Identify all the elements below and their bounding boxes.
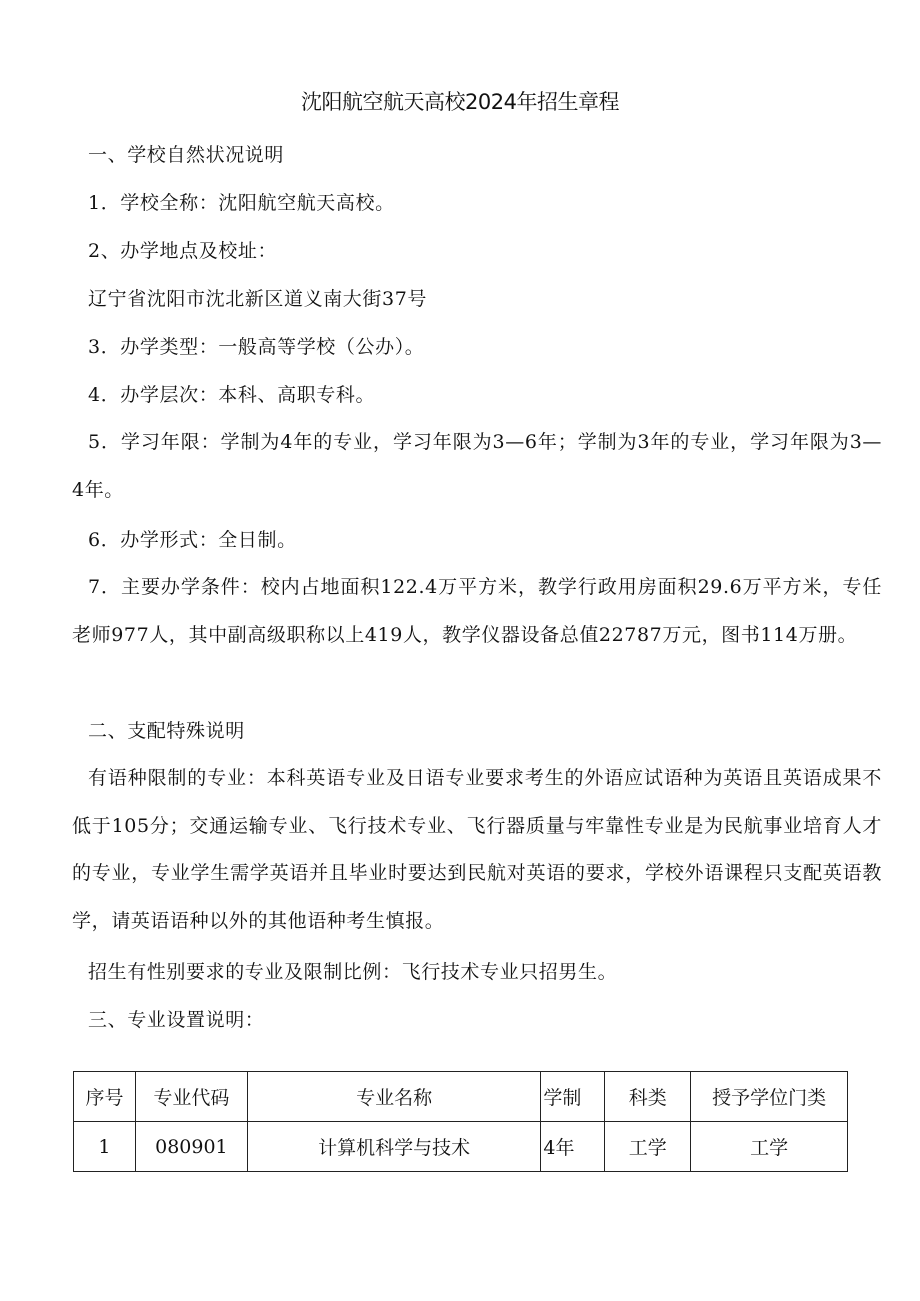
table-cell: 工学 <box>691 1122 848 1172</box>
item-school-conditions: 7．主要办学条件：校内占地面积122.4万平方米，教学行政用房面积29.6万平方米，专任老师977人，其中副高级职称以上419人，教学仪器设备总值22787万元，图书114万册。 <box>72 576 882 646</box>
table-row <box>74 1122 848 1172</box>
item-study-period: 5．学习年限：学制为4年的专业，学习年限为3—6年；学制为3年的专业，学习年限为3—4年。 <box>72 431 882 501</box>
header-cell: 专业代码 <box>135 1072 247 1122</box>
item-school-level: 4．办学层次：本科、高职专科。 <box>88 384 376 406</box>
item-location: 2、办学地点及校址： <box>88 240 278 262</box>
item-study-form: 6．办学形式：全日制。 <box>88 529 297 551</box>
table-cell: 080901 <box>135 1122 247 1172</box>
table-cell: 工学 <box>605 1122 691 1172</box>
header-cell: 授予学位门类 <box>691 1072 848 1122</box>
section-2-heading: 二、支配特殊说明 <box>88 720 245 742</box>
school-address: 辽宁省沈阳市沈北新区道义南大街37号 <box>88 288 427 310</box>
item-school-type: 3．办学类型：一般高等学校（公办）。 <box>88 336 425 358</box>
gender-requirement: 招生有性别要求的专业及限制比例：飞行技术专业只招男生。 <box>88 961 618 983</box>
majors-table <box>73 1071 848 1172</box>
header-cell: 学制 <box>541 1072 605 1122</box>
section-3-heading: 三、专业设置说明： <box>88 1009 265 1031</box>
section-1-heading: 一、学校自然状况说明 <box>88 144 285 166</box>
table-header-row <box>74 1072 848 1122</box>
item-school-name: 1．学校全称：沈阳航空航天高校。 <box>88 192 395 214</box>
table-cell: 4年 <box>541 1122 605 1172</box>
language-requirement: 有语种限制的专业：本科英语专业及日语专业要求考生的外语应试语种为英语且英语成果不低于105分；交通运输专业、飞行技术专业、飞行器质量与牢靠性专业是为民航事业培育人才的专业，专业学生需学英语并且毕业时要达到民航对英语的要求，学校外语课程只支配英语教学，请英语语种以外的其他语种考生慎报。 <box>72 767 882 933</box>
table-cell: 计算机科学与技术 <box>247 1122 541 1172</box>
header-cell: 序号 <box>74 1072 136 1122</box>
document-title: 沈阳航空航天高校2024年招生章程 <box>301 90 619 114</box>
table-cell: 1 <box>74 1122 136 1172</box>
header-cell: 科类 <box>605 1072 691 1122</box>
header-cell: 专业名称 <box>247 1072 541 1122</box>
